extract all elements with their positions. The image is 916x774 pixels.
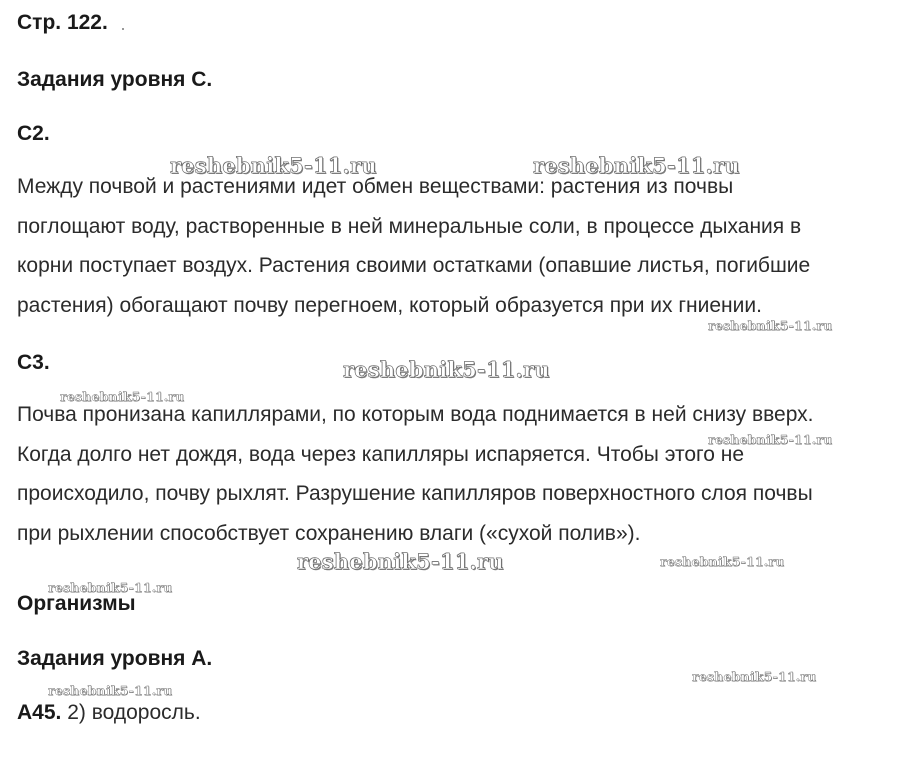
watermark: reshebnik5-11.ru [48,683,173,698]
watermark: reshebnik5-11.ru [533,153,740,178]
task-c3-line: Когда долго нет дождя, вода через капилляры испаряется. Чтобы этого не [17,442,745,466]
task-a45-number: А45. [17,701,62,724]
watermark: reshebnik5-11.ru [48,580,173,595]
task-c2-line: корни поступает воздух. Растения своими остатками (опавшие листья, погибшие [17,254,811,277]
task-c2-line: растения) обогащают почву перегноем, который образуется при их гниении. [17,293,762,317]
task-c3-line: происходило, почву рыхлят. Разрушение капилляров поверхностного слоя почвы [17,482,813,505]
task-c3-answer [17,395,907,553]
organisms-heading: Организмы [17,592,136,615]
task-c2-label: С2. [17,122,50,145]
speck-mark [122,28,124,30]
page-number-heading: Стр. 122. [17,11,108,34]
watermark: reshebnik5-11.ru [708,318,833,333]
watermark: reshebnik5-11.ru [343,357,550,382]
watermark: reshebnik5-11.ru [60,389,185,404]
watermark: reshebnik5-11.ru [660,554,785,569]
task-c3-line: при рыхлении способствует сохранению влаги («сухой полив»). [17,521,641,545]
level-a-heading: Задания уровня А. [17,647,213,670]
task-c3-label: С3. [17,351,50,374]
watermark: reshebnik5-11.ru [297,549,504,574]
watermark: reshebnik5-11.ru [708,432,833,447]
task-c3-line: Почва пронизана капиллярами, по которым вода поднимается в ней снизу вверх. [17,403,814,426]
task-c2-line: поглощают воду, растворенные в ней минеральные соли, в процессе дыхания в [17,214,802,238]
task-c2-answer [17,167,907,325]
watermark: reshebnik5-11.ru [692,669,817,684]
task-a45-answer [17,701,201,725]
task-a45-value: 2) водоросль. [67,701,201,724]
watermark: reshebnik5-11.ru [170,153,377,178]
level-c-heading: Задания уровня С. [17,68,213,91]
task-c2-line: Между почвой и растениями идет обмен веществами: растения из почвы [17,175,734,198]
